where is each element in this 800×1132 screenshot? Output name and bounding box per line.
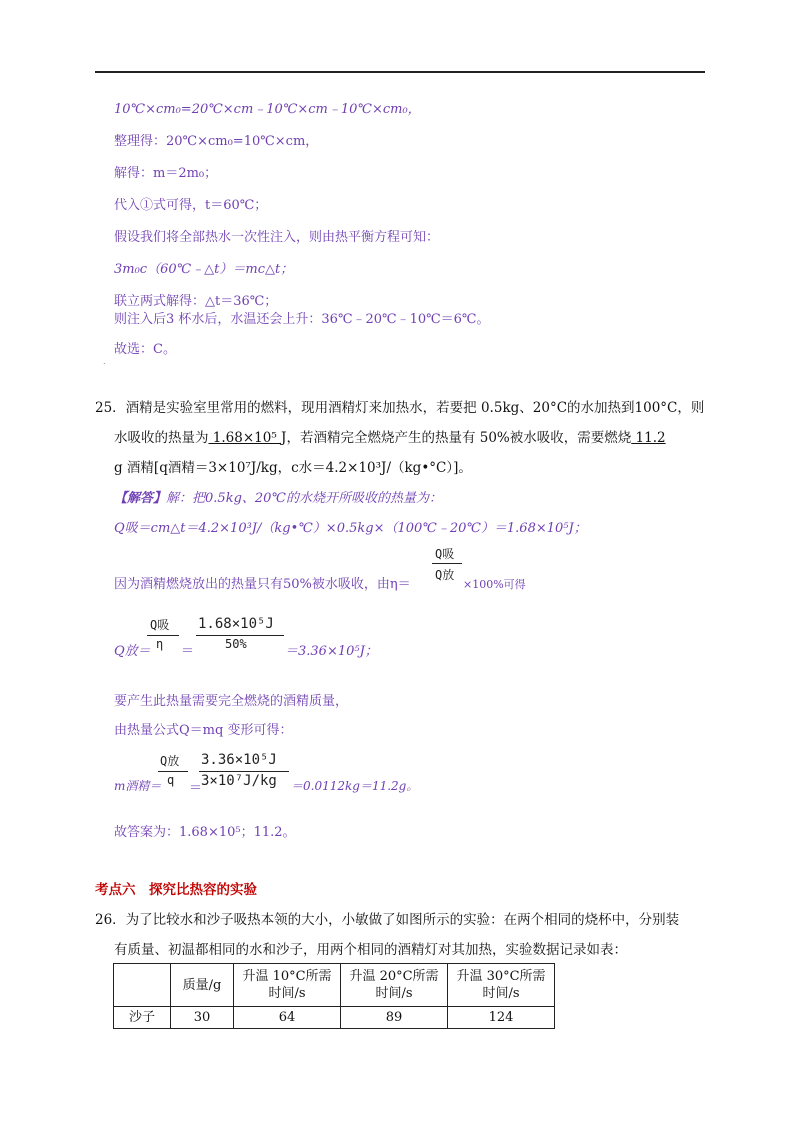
fraction-bar [196,635,284,636]
solution-line: 因为酒精燃烧放出的热量只有50%被水吸收，由η＝ [114,577,411,592]
data-table [113,963,555,1029]
solution-line: Q吸＝cm△t＝4.2×10³J/（kg•℃）×0.5kg×（100℃﹣20℃）＝1.68×10⁵J； [114,521,587,536]
solution-line: 【解答】解：把0.5kg、20℃的水烧开所吸收的热量为： [114,491,442,506]
table-cell: 30 [171,1007,234,1029]
paragraph-mark: . [103,357,106,366]
equals-sign: ＝ [181,644,195,659]
solution-line: 则注入后3 杯水后，水温还会上升：36℃﹣20℃﹣10℃＝6℃。 [114,312,490,327]
fraction-bar [158,771,188,772]
table-header-cell [114,964,171,1007]
fraction-bar [147,635,179,636]
header-rule [95,71,705,73]
table-header-cell: 质量/g [171,964,234,1007]
question-26-line: 有质量、初温都相同的水和沙子，用两个相同的酒精灯对其加热，实验数据记录如表： [114,942,627,958]
solution-text: ＝3.36×10⁵J； [285,644,378,659]
solution-text: ＝0.0112kg＝11.2g。 [291,779,419,793]
section-heading: 考点六 探究比热容的实验 [95,882,257,898]
table-header-cell: 升温 30°C所需时间/s [448,964,555,1007]
table-cell: 124 [448,1007,555,1029]
answer-blank: 11.2 [631,430,666,446]
fraction-numerator: Q放 [160,754,180,768]
solution-line: 联立两式解得：△t＝36℃； [114,294,278,309]
table-header-row [114,964,555,1007]
solution-line: 假设我们将全部热水一次性注入，则由热平衡方程可知： [114,230,440,245]
fraction-denominator: q [167,773,175,787]
solution-line: 故答案为：1.68×10⁵；11.2。 [114,825,296,840]
table-cell: 89 [341,1007,448,1029]
fraction-numerator: Q吸 [150,618,170,632]
fraction-denominator: Q放 [435,568,455,582]
question-25-line: 水吸收的热量为 1.68×10⁵ J，若酒精完全燃烧产生的热量有 50%被水吸收，需要燃烧 11.2 [114,430,666,446]
fraction-denominator: 50% [225,637,247,651]
question-25-line: g 酒精[q酒精＝3×10⁷J/kg，c水＝4.2×10³J/（kg•°C）]。 [114,460,472,476]
table-header-cell: 升温 20°C所需时间/s [341,964,448,1007]
table-row [114,1007,555,1029]
fraction-denominator: η [156,637,164,651]
question-26-line: 26．为了比较水和沙子吸热本领的大小，小敏做了如图所示的实验：在两个相同的烧杯中，分别装 [95,912,680,928]
question-25-line: 25．酒精是实验室里常用的燃料，现用酒精灯来加热水，若要把 0.5kg、20°C的水加热到100°C，则 [95,400,705,416]
table-cell: 64 [234,1007,341,1029]
solution-line: 10℃×cm₀=20℃×cm﹣10℃×cm﹣10℃×cm₀， [114,102,421,117]
solution-line: 要产生此热量需要完全燃烧的酒精质量， [114,694,349,709]
solution-line: 解得：m＝2m₀； [114,166,218,181]
solution-text: ×100%可得 [463,578,526,591]
equals-sign: ＝ [189,781,203,796]
table-header-cell: 升温 10°C所需时间/s [234,964,341,1007]
fraction-bar [199,771,289,772]
fraction-bar [432,563,462,564]
fraction-numerator: 1.68×10⁵J [198,616,274,632]
answer-blank: 1.68×10⁵ [208,430,282,446]
table-cell: 沙子 [114,1007,171,1029]
fraction-denominator: 3×10⁷J/kg [201,773,277,789]
solution-line: Q放＝ [114,644,151,659]
solution-line: 代入①式可得，t＝60℃； [114,198,268,213]
solution-line: 3m₀c（60℃﹣△t）＝mc△t； [114,262,294,277]
fraction-numerator: 3.36×10⁵J [201,752,277,768]
solution-line: m酒精＝ [114,779,162,793]
solution-line: 故选：C。 [114,342,176,357]
fraction-numerator: Q吸 [435,547,455,561]
solution-line: 整理得：20℃×cm₀=10℃×cm， [114,134,319,149]
solution-line: 由热量公式Q＝mq 变形可得： [114,723,293,738]
